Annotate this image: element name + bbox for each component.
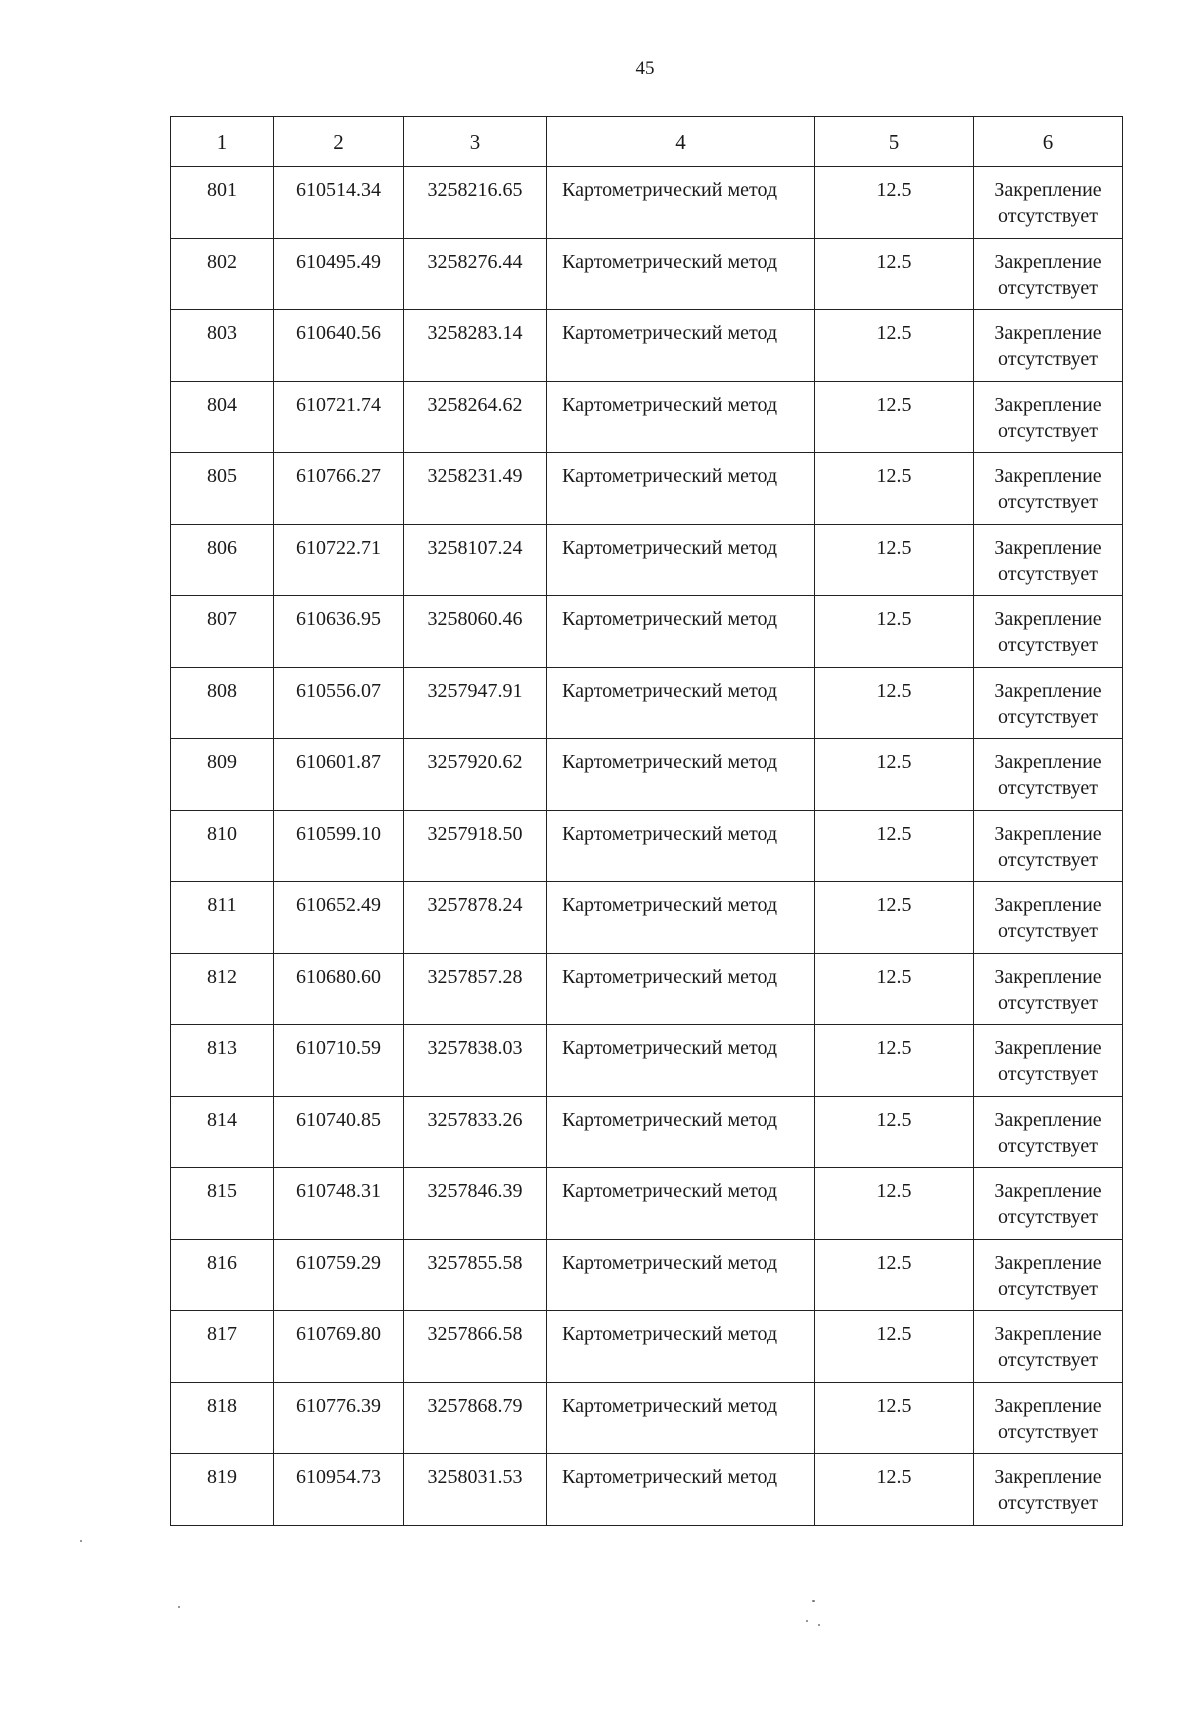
table-cell-col5: 12.5 [815, 882, 974, 954]
coordinates-table [170, 116, 1123, 1526]
table-cell-col2: 610680.60 [274, 953, 404, 1025]
table-cell-col1: 803 [171, 310, 274, 382]
table-cell-col3: 3257878.24 [404, 882, 547, 954]
table-cell-col3: 3257947.91 [404, 667, 547, 739]
table-cell-col1: 817 [171, 1311, 274, 1383]
table-cell-col5: 12.5 [815, 524, 974, 596]
column-header: 1 [171, 117, 274, 167]
table-cell-col2: 610601.87 [274, 739, 404, 811]
table-cell-col5: 12.5 [815, 167, 974, 239]
table-cell-col4: Картометрический метод [547, 596, 815, 668]
column-header: 4 [547, 117, 815, 167]
scan-speck [818, 1624, 820, 1626]
table-cell-col4: Картометрический метод [547, 953, 815, 1025]
table-row [171, 1025, 1123, 1097]
table-cell-col6: Закрепление отсутствует [974, 1168, 1123, 1240]
column-header: 2 [274, 117, 404, 167]
table-row [171, 381, 1123, 453]
table-cell-col5: 12.5 [815, 1096, 974, 1168]
table-cell-col4: Картометрический метод [547, 1168, 815, 1240]
table-header-row [171, 117, 1123, 167]
table-cell-col2: 610759.29 [274, 1239, 404, 1311]
table-cell-col5: 12.5 [815, 1025, 974, 1097]
table-cell-col3: 3257838.03 [404, 1025, 547, 1097]
column-header: 6 [974, 117, 1123, 167]
table-cell-col1: 804 [171, 381, 274, 453]
table-cell-col4: Картометрический метод [547, 310, 815, 382]
table-body [171, 167, 1123, 1526]
table-cell-col6: Закрепление отсутствует [974, 810, 1123, 882]
scan-speck [178, 1606, 180, 1608]
table-cell-col2: 610740.85 [274, 1096, 404, 1168]
table-cell-col2: 610636.95 [274, 596, 404, 668]
table-cell-col6: Закрепление отсутствует [974, 1239, 1123, 1311]
coordinates-table-container [170, 116, 1122, 1526]
table-cell-col1: 811 [171, 882, 274, 954]
table-cell-col6: Закрепление отсутствует [974, 1454, 1123, 1526]
table-cell-col1: 802 [171, 238, 274, 310]
table-cell-col2: 610710.59 [274, 1025, 404, 1097]
table-cell-col1: 806 [171, 524, 274, 596]
table-cell-col4: Картометрический метод [547, 810, 815, 882]
table-cell-col5: 12.5 [815, 1168, 974, 1240]
table-row [171, 810, 1123, 882]
table-cell-col1: 816 [171, 1239, 274, 1311]
table-cell-col5: 12.5 [815, 596, 974, 668]
table-row [171, 453, 1123, 525]
table-cell-col1: 805 [171, 453, 274, 525]
table-cell-col2: 610766.27 [274, 453, 404, 525]
table-cell-col2: 610652.49 [274, 882, 404, 954]
table-cell-col6: Закрепление отсутствует [974, 739, 1123, 811]
table-cell-col2: 610776.39 [274, 1382, 404, 1454]
table-cell-col1: 818 [171, 1382, 274, 1454]
table-cell-col2: 610640.56 [274, 310, 404, 382]
table-cell-col5: 12.5 [815, 1239, 974, 1311]
table-row [171, 1382, 1123, 1454]
table-cell-col3: 3257846.39 [404, 1168, 547, 1240]
table-cell-col3: 3258276.44 [404, 238, 547, 310]
table-cell-col1: 807 [171, 596, 274, 668]
table-row [171, 739, 1123, 811]
column-header: 5 [815, 117, 974, 167]
table-cell-col4: Картометрический метод [547, 1382, 815, 1454]
table-cell-col6: Закрепление отсутствует [974, 1311, 1123, 1383]
table-cell-col4: Картометрический метод [547, 1454, 815, 1526]
table-cell-col6: Закрепление отсутствует [974, 1025, 1123, 1097]
table-row [171, 882, 1123, 954]
table-cell-col6: Закрепление отсутствует [974, 882, 1123, 954]
table-row [171, 1096, 1123, 1168]
table-cell-col3: 3257918.50 [404, 810, 547, 882]
table-cell-col6: Закрепление отсутствует [974, 167, 1123, 239]
table-cell-col4: Картометрический метод [547, 524, 815, 596]
table-cell-col6: Закрепление отсутствует [974, 381, 1123, 453]
table-row [171, 1239, 1123, 1311]
table-cell-col4: Картометрический метод [547, 882, 815, 954]
table-cell-col5: 12.5 [815, 1454, 974, 1526]
table-row [171, 1168, 1123, 1240]
table-cell-col6: Закрепление отсутствует [974, 310, 1123, 382]
table-cell-col6: Закрепление отсутствует [974, 238, 1123, 310]
table-row [171, 953, 1123, 1025]
table-cell-col4: Картометрический метод [547, 1239, 815, 1311]
table-cell-col4: Картометрический метод [547, 453, 815, 525]
table-cell-col2: 610769.80 [274, 1311, 404, 1383]
scan-speck [806, 1620, 808, 1622]
table-cell-col1: 801 [171, 167, 274, 239]
table-cell-col4: Картометрический метод [547, 381, 815, 453]
table-cell-col4: Картометрический метод [547, 1311, 815, 1383]
table-row [171, 167, 1123, 239]
table-cell-col5: 12.5 [815, 953, 974, 1025]
table-cell-col2: 610495.49 [274, 238, 404, 310]
table-cell-col6: Закрепление отсутствует [974, 524, 1123, 596]
table-cell-col3: 3258107.24 [404, 524, 547, 596]
table-cell-col2: 610556.07 [274, 667, 404, 739]
table-cell-col3: 3258031.53 [404, 1454, 547, 1526]
table-cell-col3: 3257920.62 [404, 739, 547, 811]
table-cell-col4: Картометрический метод [547, 667, 815, 739]
table-cell-col3: 3257833.26 [404, 1096, 547, 1168]
table-cell-col6: Закрепление отсутствует [974, 953, 1123, 1025]
column-header: 3 [404, 117, 547, 167]
table-cell-col1: 814 [171, 1096, 274, 1168]
table-cell-col5: 12.5 [815, 739, 974, 811]
table-cell-col2: 610514.34 [274, 167, 404, 239]
table-cell-col3: 3258216.65 [404, 167, 547, 239]
table-cell-col3: 3258060.46 [404, 596, 547, 668]
table-cell-col5: 12.5 [815, 1382, 974, 1454]
table-cell-col2: 610954.73 [274, 1454, 404, 1526]
table-cell-col2: 610721.74 [274, 381, 404, 453]
table-cell-col4: Картометрический метод [547, 238, 815, 310]
table-cell-col1: 808 [171, 667, 274, 739]
scan-speck [80, 1540, 82, 1542]
table-cell-col5: 12.5 [815, 1311, 974, 1383]
table-cell-col3: 3258231.49 [404, 453, 547, 525]
table-row [171, 596, 1123, 668]
scan-speck [812, 1600, 815, 1602]
table-cell-col3: 3257866.58 [404, 1311, 547, 1383]
table-cell-col5: 12.5 [815, 453, 974, 525]
table-row [171, 524, 1123, 596]
table-cell-col5: 12.5 [815, 381, 974, 453]
table-cell-col3: 3258264.62 [404, 381, 547, 453]
table-cell-col3: 3257868.79 [404, 1382, 547, 1454]
table-cell-col2: 610748.31 [274, 1168, 404, 1240]
table-cell-col1: 812 [171, 953, 274, 1025]
table-cell-col3: 3258283.14 [404, 310, 547, 382]
table-row [171, 1311, 1123, 1383]
page-number: 45 [635, 58, 655, 79]
table-cell-col3: 3257855.58 [404, 1239, 547, 1311]
table-row [171, 238, 1123, 310]
table-cell-col6: Закрепление отсутствует [974, 1382, 1123, 1454]
table-cell-col4: Картометрический метод [547, 167, 815, 239]
table-cell-col6: Закрепление отсутствует [974, 596, 1123, 668]
table-cell-col5: 12.5 [815, 667, 974, 739]
table-cell-col1: 819 [171, 1454, 274, 1526]
table-cell-col3: 3257857.28 [404, 953, 547, 1025]
table-cell-col1: 810 [171, 810, 274, 882]
table-cell-col1: 809 [171, 739, 274, 811]
table-row [171, 667, 1123, 739]
table-cell-col1: 815 [171, 1168, 274, 1240]
table-cell-col6: Закрепление отсутствует [974, 667, 1123, 739]
table-cell-col6: Закрепление отсутствует [974, 1096, 1123, 1168]
table-cell-col6: Закрепление отсутствует [974, 453, 1123, 525]
table-cell-col5: 12.5 [815, 810, 974, 882]
table-row [171, 310, 1123, 382]
table-cell-col2: 610722.71 [274, 524, 404, 596]
table-cell-col4: Картометрический метод [547, 1096, 815, 1168]
table-cell-col2: 610599.10 [274, 810, 404, 882]
table-row [171, 1454, 1123, 1526]
table-cell-col1: 813 [171, 1025, 274, 1097]
table-cell-col4: Картометрический метод [547, 1025, 815, 1097]
table-cell-col4: Картометрический метод [547, 739, 815, 811]
table-cell-col5: 12.5 [815, 310, 974, 382]
table-cell-col5: 12.5 [815, 238, 974, 310]
